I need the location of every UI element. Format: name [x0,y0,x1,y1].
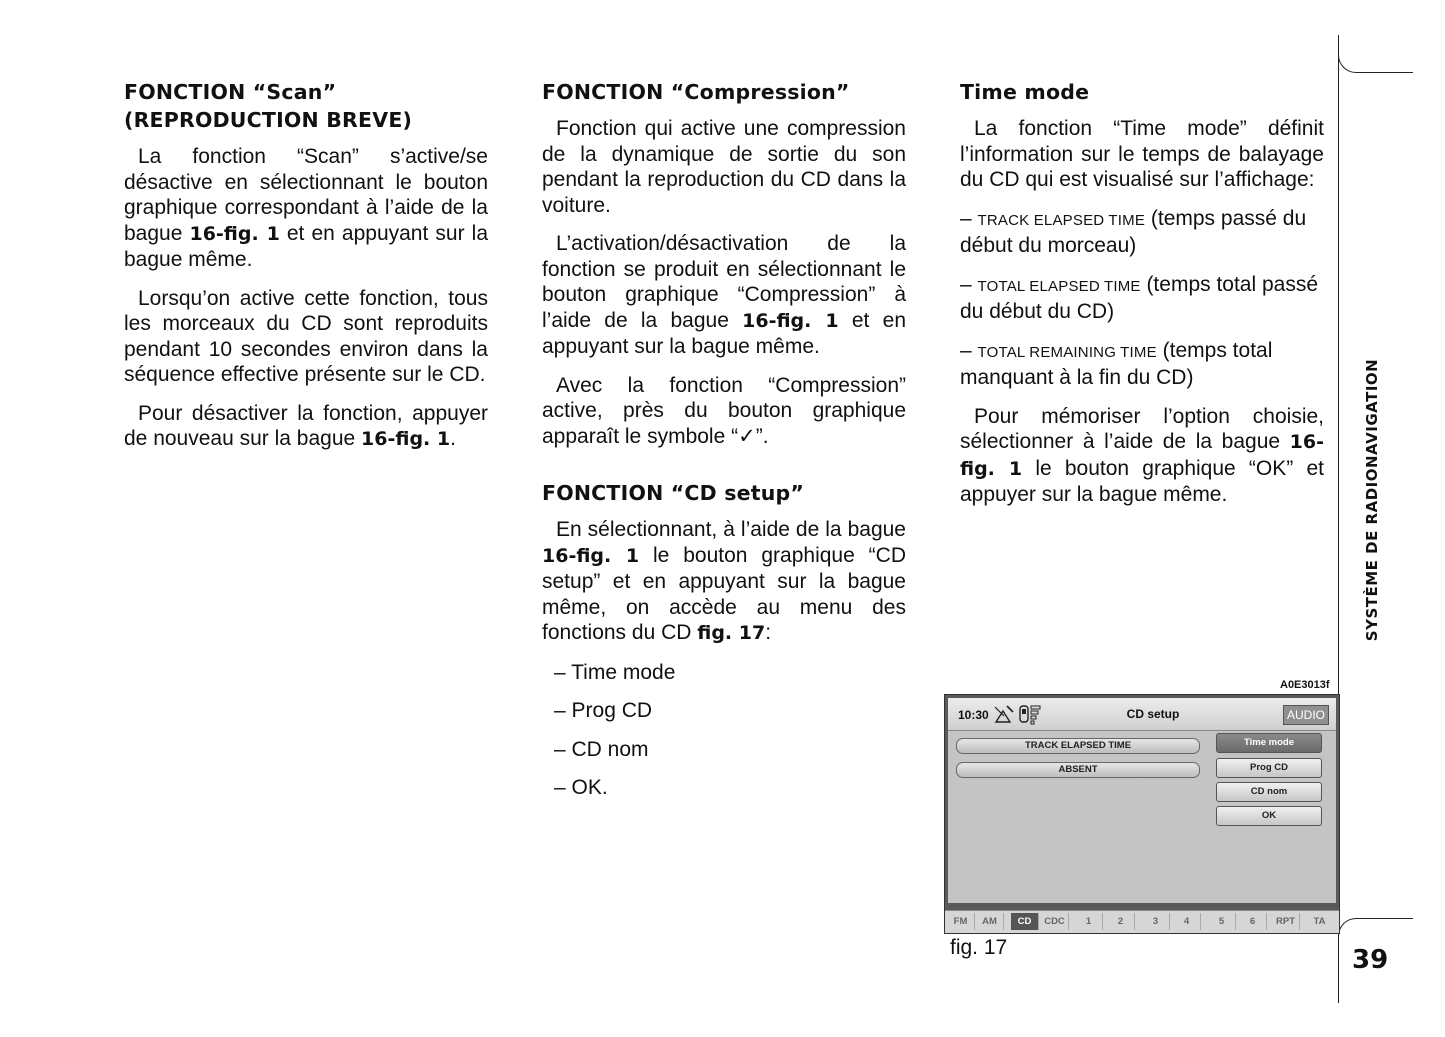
figure-caption: fig. 17 [950,936,1008,959]
figure-ref: 16-fig. 1 [542,544,640,567]
paragraph: La fonction “Time mode” définit l’information sur le temps de balayage du CD qui est visualisé sur l’affichage: [960,117,1324,191]
ok-button[interactable]: OK [1216,806,1322,826]
satellite-icon [993,703,1015,725]
audio-button[interactable]: AUDIO [1283,705,1329,725]
figure-ref: fig. 17 [697,622,766,644]
figure-ref: 16-fig. 1 [960,431,1324,480]
screen-status-bar [948,698,1336,731]
source-button-cd[interactable]: CD [1011,913,1039,930]
heading-scan-line1: FONCTION “Scan” [124,80,337,104]
phone-signal-icon [1018,703,1042,725]
section-title: SYSTÈME DE RADIONAVIGATION [1363,358,1381,642]
paragraph: La fonction “Scan” s’active/se désactive en sélectionnant le bouton graphique correspondant à l’aide de la bague 16-fig. 1 et en appuyant sur la bague même. [124,145,488,271]
time-mode-value: TRACK ELAPSED TIME [956,738,1200,754]
option-item: – TRACK ELAPSED TIME (temps passé du début du morceau) [960,206,1307,257]
ta-button[interactable]: TA [1313,916,1326,927]
heading-scan [124,78,488,134]
list-item: – CD nom [554,737,649,761]
screen-title: CD setup [1126,707,1180,721]
paragraph: En sélectionnant, à l’aide de la bague 16-fig. 1 le bouton graphique “CD setup” et en appuyant sur la bague même, on accède au menu des fonctions du CD fig. 17: [542,518,907,644]
list-item: – Time mode [554,660,676,684]
option-item: – TOTAL REMAINING TIME (temps total manquant à la fin du CD) [960,338,1273,389]
cd-setup-screen [944,694,1340,934]
source-button-am[interactable]: AM [976,913,1004,930]
source-bar [945,910,1339,933]
check-icon: ✓ [738,423,756,448]
tab-curve-bottom [1338,918,1413,937]
cd-nom-button[interactable]: CD nom [1216,782,1322,802]
preset-button-5[interactable]: 5 [1208,913,1236,930]
time-mode-button[interactable]: Time mode [1216,733,1322,753]
heading-cd-setup: FONCTION “CD setup” [542,481,805,505]
preset-button-4[interactable]: 4 [1173,913,1201,930]
source-button-fm[interactable]: FM [947,913,975,930]
preset-button-6[interactable]: 6 [1239,913,1267,930]
screen-body [948,731,1336,903]
preset-button-1[interactable]: 1 [1075,913,1103,930]
figure-ref: 16-fig. 1 [742,309,839,332]
paragraph: Pour désactiver la fonction, appuyer de nouveau sur la bague 16-fig. 1. [124,401,488,450]
paragraph: L’activation/désactivation de la fonction se produit en sélectionnant le bouton graphique “Compression” à l’aide de la bague 16-fig. 1 et en appuyant sur la bague même. [542,232,906,358]
source-button-cdc[interactable]: CDC [1041,913,1069,930]
prog-cd-value: ABSENT [956,762,1200,778]
prog-cd-button[interactable]: Prog CD [1216,758,1322,778]
list-item: – Prog CD [554,699,653,722]
paragraph: Fonction qui active une compression de la dynamique de sortie du son pendant la reproduction du CD dans la voiture. [542,117,906,217]
heading-time-mode: Time mode [960,80,1090,104]
column-1 [124,78,488,466]
heading-scan-line2: (REPRODUCTION BREVE) [124,108,413,132]
figure-code: A0E3013f [1280,679,1330,691]
preset-button-2[interactable]: 2 [1107,913,1135,930]
clock: 10:30 [958,708,989,722]
rpt-button[interactable]: RPT [1272,913,1300,930]
page-number: 39 [1352,945,1389,975]
column-2 [542,78,906,814]
heading-compression: FONCTION “Compression” [542,80,850,104]
paragraph: Lorsqu’on active cette fonction, tous les morceaux du CD sont reproduits pendant 10 secondes environ dans la séquence effective présente sur le CD. [124,286,488,386]
figure-ref: 16-fig. 1 [361,428,451,450]
preset-button-3[interactable]: 3 [1142,913,1170,930]
list-item: – OK. [554,776,608,799]
paragraph: Pour mémoriser l’option choisie, sélectionner à l’aide de la bague 16-fig. 1 le bouton graphique “OK” et appuyer sur la bague même. [960,404,1324,506]
tab-curve-top [1338,54,1413,73]
option-item: – TOTAL ELAPSED TIME (temps total passé du début du CD) [960,272,1319,323]
column-3 [960,78,1324,521]
paragraph: Avec la fonction “Compression” active, près du bouton graphique apparaît le symbole “✓”. [542,373,906,448]
figure-ref: 16-fig. 1 [189,222,280,245]
